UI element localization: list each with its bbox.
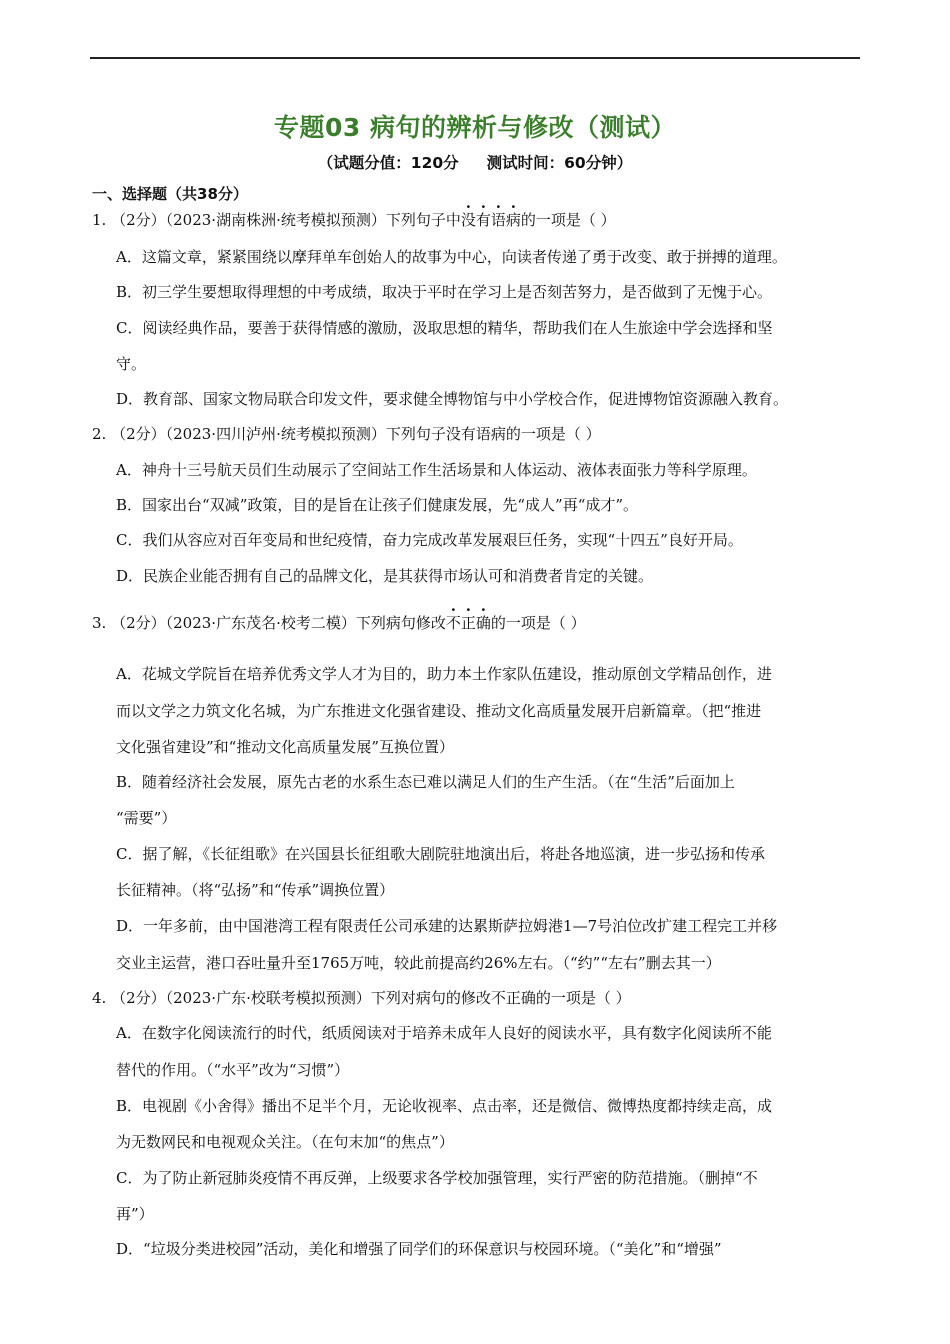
question-2-option-a: A．神舟十三号航天员们生动展示了空间站工作生活场景和人体运动、液体表面张力等科学原理。 [116,461,757,479]
question-3-option-b-cont: “需要”） [116,809,177,827]
emphasis-text: 不正确 [445,614,491,632]
question-4-option-a: A．在数字化阅读流行的时代，纸质阅读对于培养未成年人良好的阅读水平，具有数字化阅读所不能 [116,1024,772,1042]
question-2-option-d: D．民族企业能否拥有自己的品牌文化，是其获得市场认可和消费者肯定的关键。 [116,567,654,585]
question-3-option-c: C．据了解，《长征组歌》在兴国县长征组歌大剧院驻地演出后，将赴各地巡演，进一步弘扬和传承 [116,845,765,863]
question-2-option-c: C．我们从容应对百年变局和世纪疫情，奋力完成改革发展艰巨任务，实现“十四五”良好开局。 [116,531,743,549]
question-4-option-c: C．为了防止新冠肺炎疫情不再反弹，上级要求各学校加强管理，实行严密的防范措施。（删掉“不 [116,1169,758,1187]
question-1-option-c: C．阅读经典作品，要善于获得情感的激励，汲取思想的精华，帮助我们在人生旅途中学会选择和坚 [116,319,773,337]
question-3-option-c-cont: 长征精神。（将“弘扬”和“传承”调换位置） [116,881,395,899]
question-3-option-d-cont: 交业主运营，港口吞吐量升至1765万吨，较此前提高约26%左右。（“约”“左右”删去其一） [116,954,721,972]
question-2-option-b: B．国家出台“双减”政策，目的是旨在让孩子们健康发展，先“成人”再“成才”。 [116,496,639,514]
question-3-option-a-cont: 文化强省建设”和“推动文化高质量发展”互换位置） [116,738,455,756]
question-3-option-a-cont: 而以文学之力筑文化名城，为广东推进文化强省建设、推动文化高质量发展开启新篇章。（把“推进 [116,702,762,720]
question-1-option-c-cont: 守。 [116,355,147,373]
question-3-option-a: A．花城文学院旨在培养优秀文学人才为目的，助力本土作家队伍建设，推动原创文学精品创作，进 [116,665,772,683]
question-4-option-a-cont: 替代的作用。（“水平”改为“习惯”） [116,1061,350,1079]
question-3-option-b: B．随着经济社会发展，原先古老的水系生态已难以满足人们的生产生活。（在“生活”后面加上 [116,773,735,791]
time-info: 测试时间：60分钟） [486,154,633,172]
question-4-stem: 4. （2分）（2023·广东·校联考模拟预测）下列对病句的修改不正确的一项是（ ） [92,989,631,1007]
question-4-option-b: B．电视剧《小舍得》播出不足半个月，无论收视率、点击率，还是微信、微博热度都持续走高，成 [116,1097,773,1115]
question-4-option-c-cont: 再”） [116,1205,154,1223]
page-title: 专题03 病句的辨析与修改（测试） [274,113,676,142]
question-1-stem: 1. （2分）（2023·湖南株洲·统考模拟预测）下列句子中没有语病的一项是（ ） [92,211,616,229]
section-heading: 一、选择题（共38分） [92,185,248,203]
score-info: （试题分值：120分 [317,154,459,172]
question-1-option-d: D．教育部、国家文物局联合印发文件，要求健全博物馆与中小学校合作，促进博物馆资源融入教育。 [116,390,789,408]
question-3-option-d: D．一年多前，由中国港湾工程有限责任公司承建的达累斯萨拉姆港1—7号泊位改扩建工程完工并移 [116,917,778,935]
question-1-option-a: A．这篇文章，紧紧围绕以摩拜单车创始人的故事为中心，向读者传递了勇于改变、敢于拼搏的道理。 [116,248,787,266]
page-subtitle [0,151,950,173]
question-1-option-b: B．初三学生要想取得理想的中考成绩，取决于平时在学习上是否刻苦努力，是否做到了无愧于心。 [116,283,773,301]
question-4-option-b-cont: 为无数网民和电视观众关注。（在句末加“的焦点”） [116,1133,454,1151]
question-3-stem: 3. （2分）（2023·广东茂名·校考二模）下列病句修改不正确的一项是（ ） [92,614,586,632]
question-4-option-d: D．“垃圾分类进校园”活动，美化和增强了同学们的环保意识与校园环境。（“美化”和“增强” [116,1240,722,1258]
emphasis-text: 没有语病 [460,211,521,229]
question-2-stem: 2. （2分）（2023·四川泸州·统考模拟预测）下列句子没有语病的一项是（ ） [92,425,601,443]
header-rule [90,57,860,59]
